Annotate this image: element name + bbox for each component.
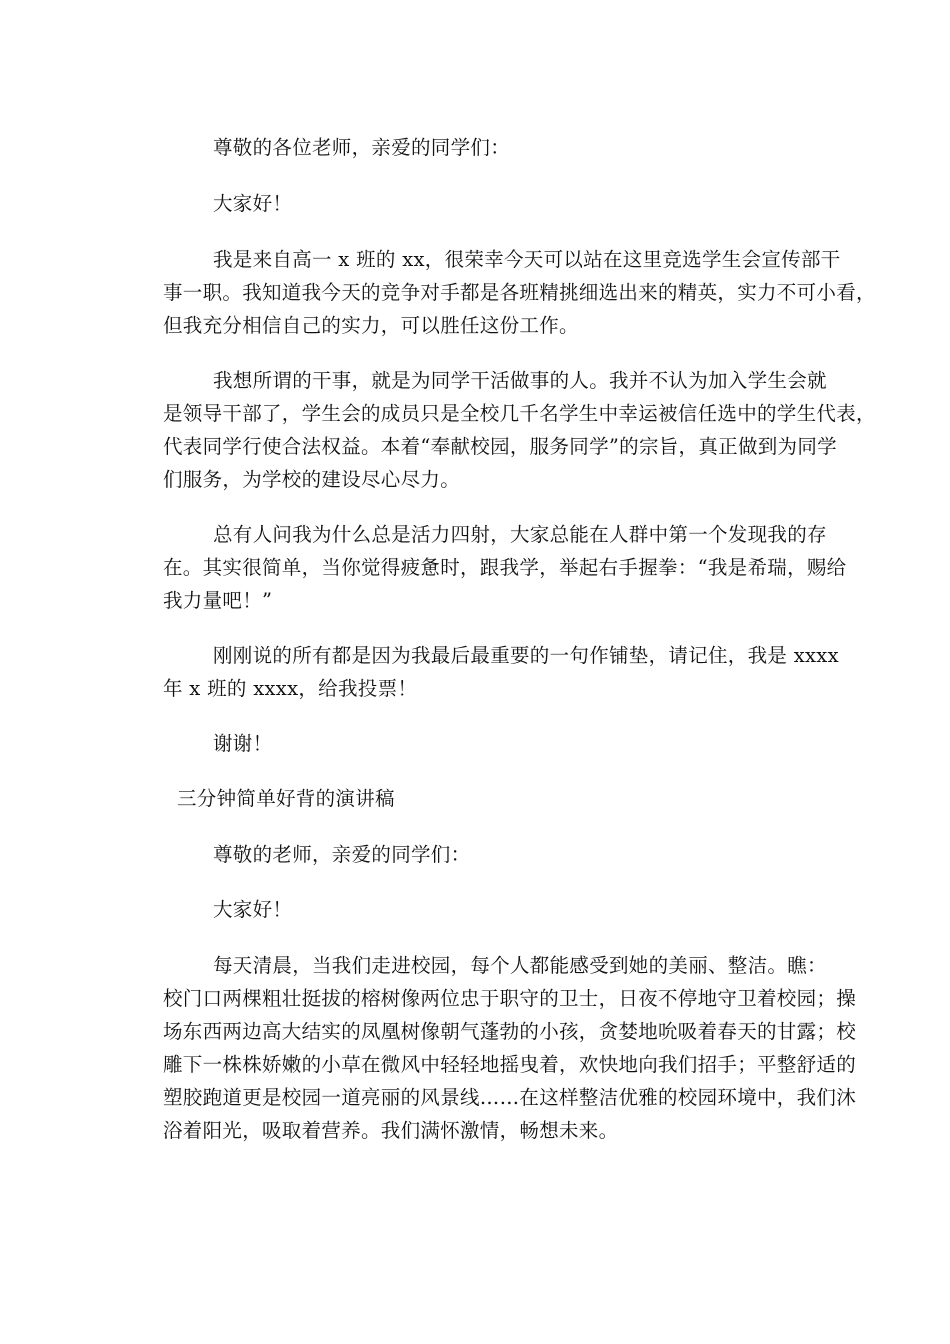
- text-line: 尊敬的老师，亲爱的同学们：: [213, 843, 471, 866]
- text-line: 但我充分相信自己的实力，可以胜任这份工作。: [163, 314, 579, 337]
- greeting-paragraph: [163, 131, 803, 164]
- body-paragraph-3: [163, 518, 847, 617]
- text-line: 我想所谓的干事，就是为同学干活做事的人。我并不认为加入学生会就: [213, 369, 827, 392]
- body-paragraph-4: [163, 639, 839, 705]
- text-line: 雕下一株株娇嫩的小草在微风中轻轻地摇曳着，欢快地向我们招手；平整舒适的: [163, 1053, 857, 1076]
- text-line: 每天清晨，当我们走进校园，每个人都能感受到她的美丽、整洁。瞧：: [213, 954, 827, 977]
- text-line: 尊敬的各位老师，亲爱的同学们：: [213, 136, 511, 159]
- text-line: 浴着阳光，吸取着营养。我们满怀激情，畅想未来。: [163, 1119, 619, 1142]
- body-paragraph-5: [163, 949, 857, 1147]
- thanks-paragraph: [163, 727, 803, 760]
- text-line: 校门口两棵粗壮挺拔的榕树像两位忠于职守的卫士，日夜不停地守卫着校园；操: [163, 987, 857, 1010]
- text-line: 我力量吧！”: [163, 589, 273, 612]
- text-line: 是领导干部了，学生会的成员只是全校几千名学生中幸运被信任选中的学生代表，: [163, 402, 876, 425]
- text-line: 们服务，为学校的建设尽心尽力。: [163, 468, 461, 491]
- text-line: 塑胶跑道更是校园一道亮丽的风景线……在这样整洁优雅的校园环境中，我们沐: [163, 1086, 857, 1109]
- text-line: 代表同学行使合法权益。本着“奉献校园，服务同学”的宗旨，真正做到为同学: [163, 435, 837, 458]
- text-line: 场东西两边高大结实的凤凰树像朝气蓬勃的小孩，贪婪地吮吸着春天的甘露；校: [163, 1020, 857, 1043]
- body-paragraph-1: [163, 243, 876, 342]
- text-line: 大家好！: [213, 898, 293, 921]
- text-line: 刚刚说的所有都是因为我最后最重要的一句作铺垫，请记住，我是 xxxx: [213, 644, 839, 667]
- text-line: 在。其实很简单，当你觉得疲惫时，跟我学，举起右手握拳：“我是希瑞，赐给: [163, 556, 847, 579]
- hello-paragraph: [163, 187, 803, 220]
- text-line: 年 x 班的 xxxx，给我投票！: [163, 677, 418, 700]
- text-line: 事一职。我知道我今天的竞争对手都是各班精挑细选出来的精英，实力不可小看，: [163, 281, 876, 304]
- text-line: 谢谢！: [213, 732, 273, 755]
- text-line: 总有人问我为什么总是活力四射，大家总能在人群中第一个发现我的存: [213, 523, 827, 546]
- hello-paragraph-2: [163, 893, 803, 926]
- section-title: 三分钟简单好背的演讲稿: [177, 787, 395, 810]
- greeting-paragraph-2: [163, 838, 803, 871]
- body-paragraph-2: [163, 364, 876, 496]
- text-line: 我是来自高一 x 班的 xx，很荣幸今天可以站在这里竞选学生会宣传部干: [213, 248, 841, 271]
- text-line: 大家好！: [213, 192, 293, 215]
